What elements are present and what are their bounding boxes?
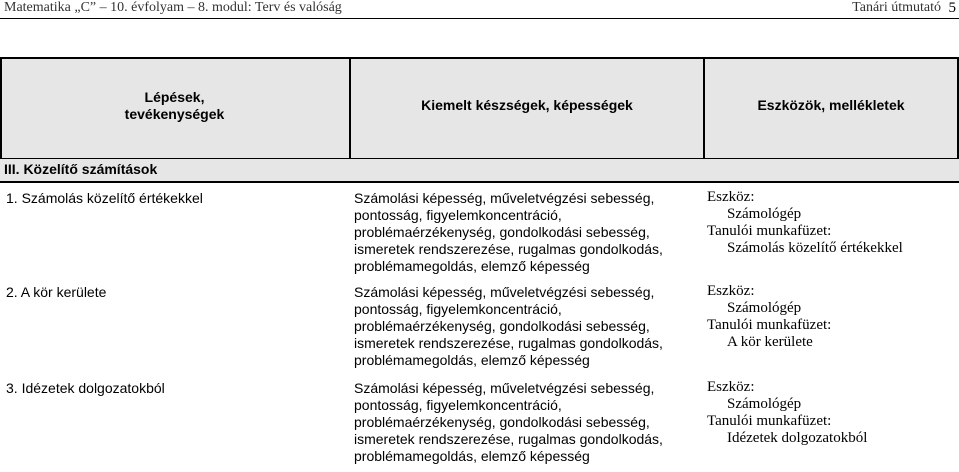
column-header-tools: Eszközök, mellékletek [757, 97, 905, 113]
column-header-steps: Lépések, tevékenységek [124, 89, 225, 122]
step-label: 3. Idézetek dolgozatokból [6, 380, 165, 396]
table-header [0, 57, 959, 159]
tools-cell: Eszköz: Számológép Tanulói munkafüzet: Számolás közelítő értékekkel [707, 189, 903, 256]
step-label: 1. Számolás közelítő értékekkel [6, 190, 203, 206]
step-label: 2. A kör kerülete [6, 284, 107, 300]
skills-cell: Számolási képesség, műveletvégzési sebesség, pontosság, figyelemkoncentráció, problémaérzékenység, gondolkodási sebesség, ismeretek rendszerezése, rugalmas gondolkodás, problémamegoldás, elemző képesség [354, 380, 663, 464]
page-header [0, 0, 959, 18]
section-title: III. Közelítő számítások [4, 161, 158, 177]
page-number: 5 [948, 0, 956, 16]
section-header [0, 159, 959, 183]
tools-cell: Eszköz: Számológép Tanulói munkafüzet: Idézetek dolgozatokból [707, 379, 868, 446]
header-guide-title: Tanári útmutató [852, 0, 941, 15]
column-header-skills: Kiemelt készségek, képességek [421, 97, 633, 113]
skills-cell: Számolási képesség, műveletvégzési sebesség, pontosság, figyelemkoncentráció, problémaérzékenység, gondolkodási sebesség, ismeretek rendszerezése, rugalmas gondolkodás, problémamegoldás, elemző képesség [354, 190, 663, 274]
tools-cell: Eszköz: Számológép Tanulói munkafüzet: A kör kerülete [707, 283, 832, 350]
header-module-title: Matematika „C” – 10. évfolyam – 8. modul: Terv és valóság [4, 0, 342, 15]
skills-cell: Számolási képesség, műveletvégzési sebesség, pontosság, figyelemkoncentráció, problémaérzékenység, gondolkodási sebesség, ismeretek rendszerezése, rugalmas gondolkodás, problémamegoldás, elemző képesség [354, 284, 663, 368]
header-divider [0, 18, 959, 19]
